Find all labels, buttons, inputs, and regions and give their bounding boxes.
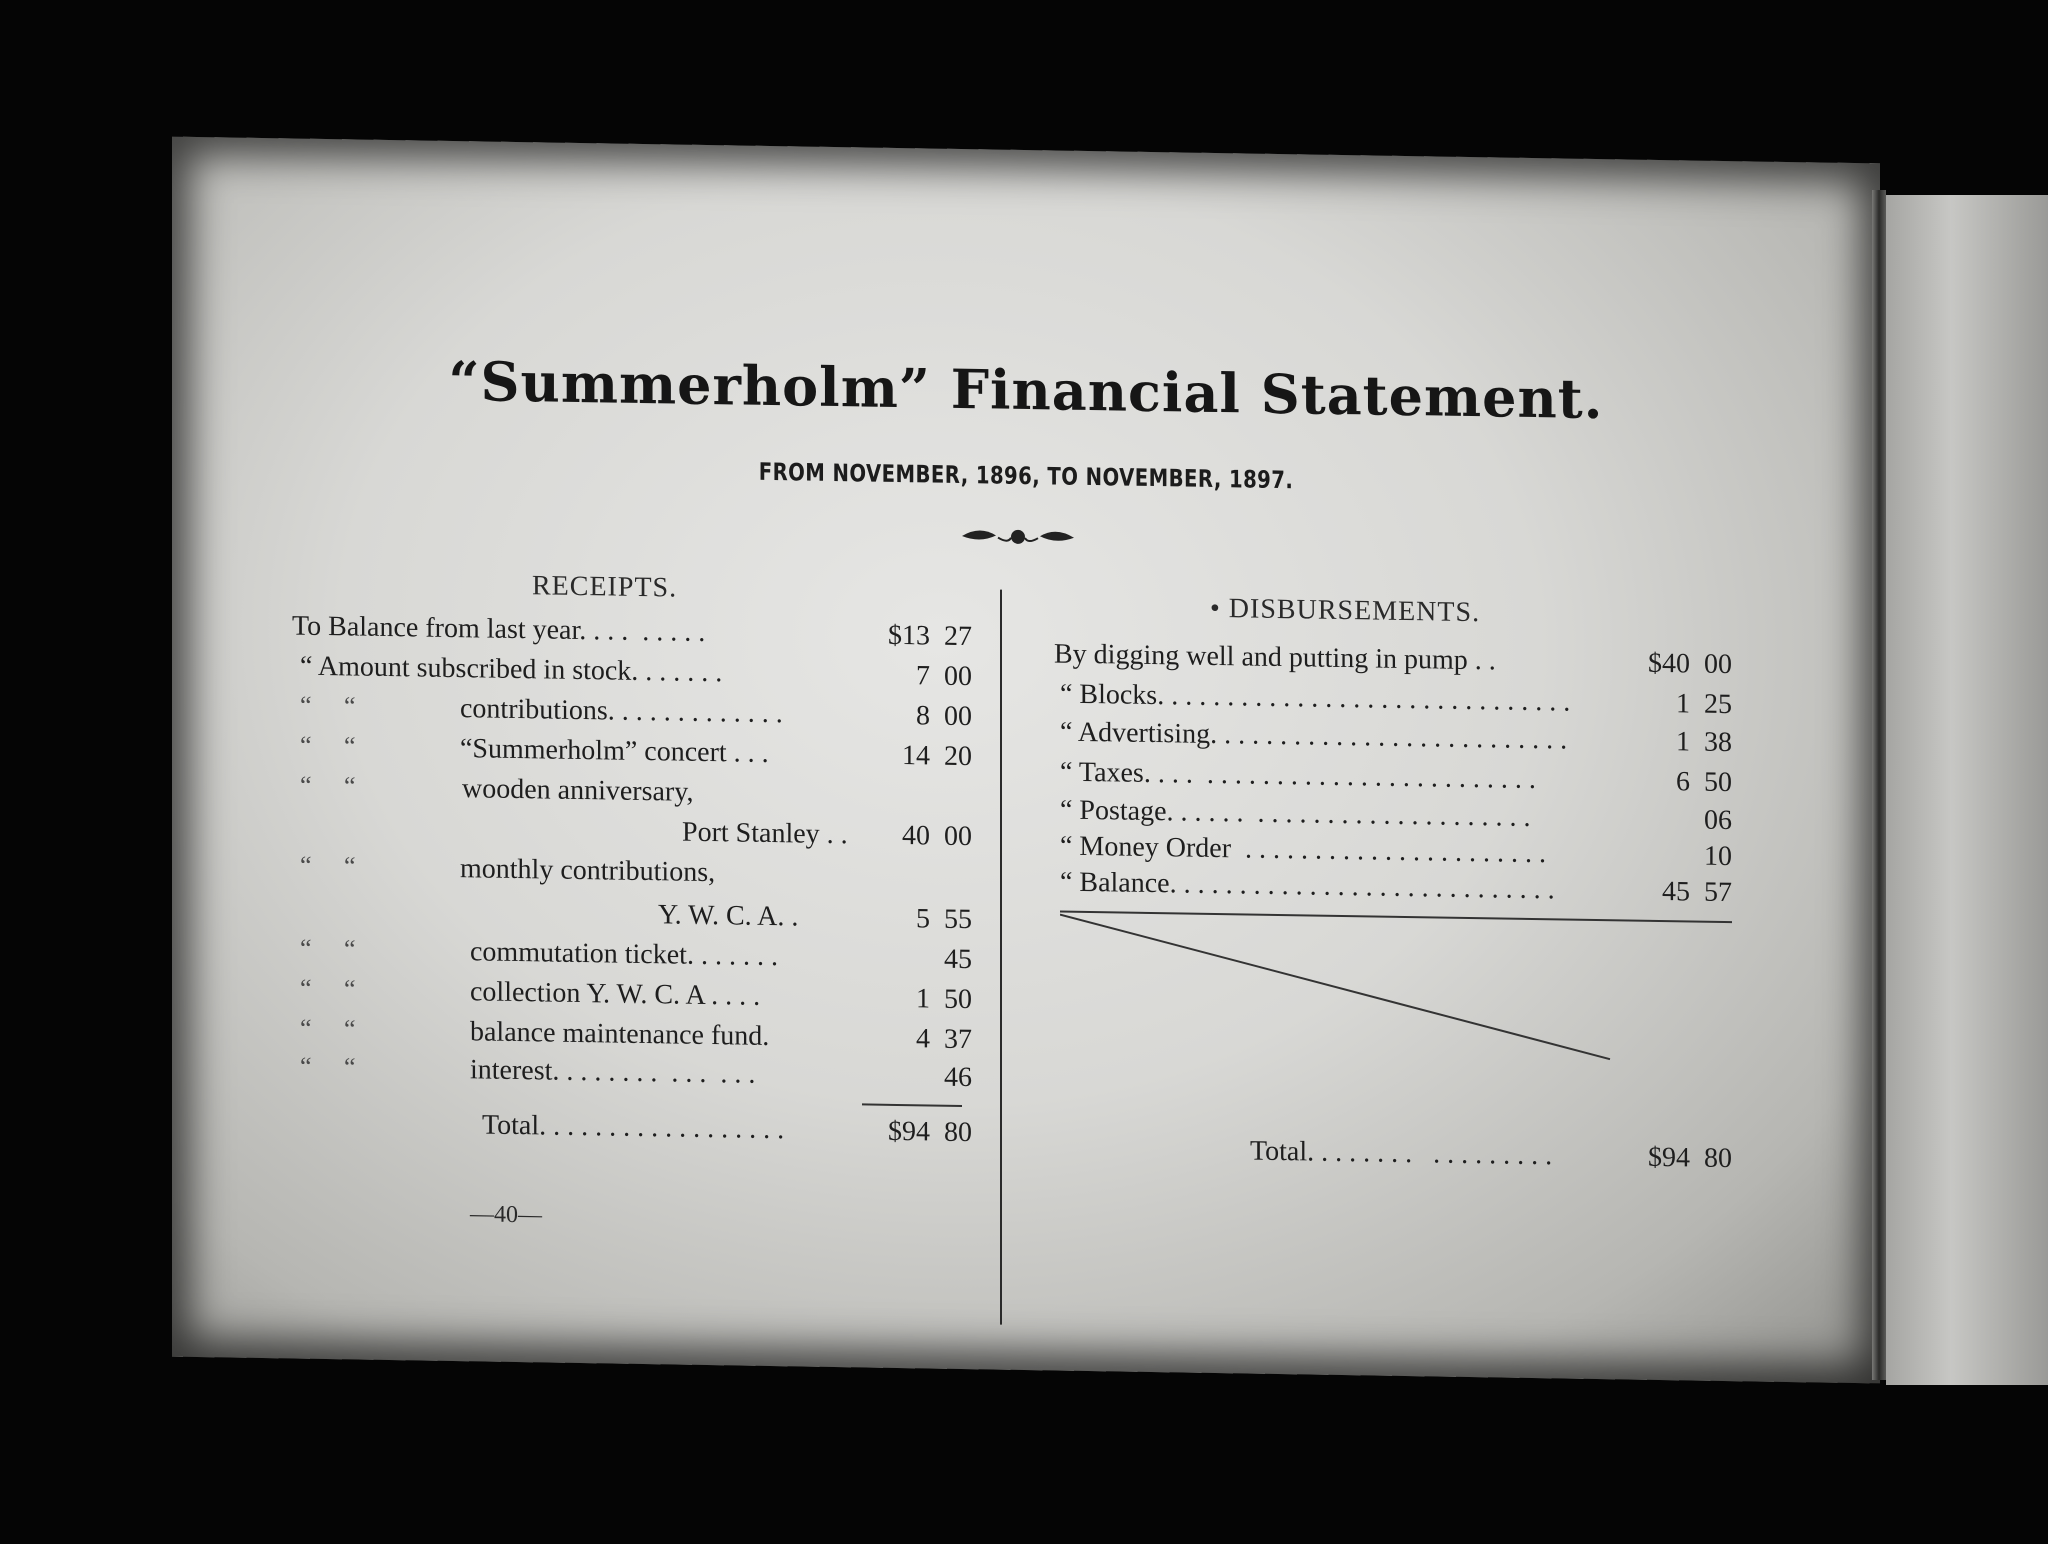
facing-page-edge <box>1886 195 2048 1385</box>
disbursement-row-label: “ Advertising. . . . . . . . . . . . . . . . . . . . . . . . . . <box>1060 716 1568 756</box>
receipt-row-label: collection Y. W. C. A . . . . <box>470 976 761 1012</box>
disbursements-total-label: Total. . . . . . . . . . . . . . . . . <box>1250 1135 1553 1172</box>
receipt-row-amount: 4 37 <box>916 1023 972 1056</box>
receipt-row-label: interest. . . . . . . . . . . . . . <box>470 1054 756 1090</box>
receipt-row-label: wooden anniversary, <box>462 773 694 808</box>
receipt-row-label: To Balance from last year. . . . . . . . . <box>292 610 706 648</box>
disbursement-row-label: “ Postage. . . . . . . . . . . . . . . . . . . . . . . . . . <box>1060 794 1531 833</box>
receipt-row-label: “ Amount subscribed in stock. . . . . . . <box>300 650 723 689</box>
disbursement-row-amount: $40 00 <box>1648 647 1732 681</box>
ditto-marks: “ “ <box>300 690 356 721</box>
ditto-marks: “ “ <box>300 933 356 964</box>
receipt-row-label: Y. W. C. A. . <box>658 899 799 933</box>
receipt-row-amount: 45 <box>944 943 972 976</box>
statement-period: FROM NOVEMBER, 1896, TO NOVEMBER, 1897. <box>758 457 1294 495</box>
disbursement-row-label: “ Balance. . . . . . . . . . . . . . . . . . . . . . . . . . . . <box>1060 866 1555 906</box>
receipt-row-amount: $13 27 <box>888 619 972 653</box>
page-number: —40— <box>470 1201 542 1229</box>
receipts-total-label: Total. . . . . . . . . . . . . . . . . . <box>482 1109 785 1146</box>
total-rule <box>862 1103 962 1106</box>
receipt-row-amount: 40 00 <box>902 820 972 853</box>
disbursements-total-amount: $94 80 <box>1648 1141 1732 1175</box>
disbursement-row-amount: 45 57 <box>1662 875 1732 909</box>
disbursement-row-amount: 6 50 <box>1676 766 1732 799</box>
disbursement-row-label: “ Money Order . . . . . . . . . . . . . . . . . . . . . . <box>1060 830 1547 870</box>
receipt-row-label: Port Stanley . . <box>682 816 848 851</box>
ditto-marks: “ “ <box>300 730 356 761</box>
receipt-row-label: balance maintenance fund. <box>470 1016 770 1052</box>
ornament-icon <box>958 521 1078 553</box>
disbursement-row-amount: 1 38 <box>1676 726 1732 759</box>
receipt-row-label: monthly contributions, <box>460 853 716 889</box>
receipt-row-amount: 46 <box>944 1061 972 1094</box>
ditto-marks: “ “ <box>300 1013 356 1044</box>
disbursement-row-amount: 10 <box>1704 840 1732 873</box>
disbursement-row-label: “ Blocks. . . . . . . . . . . . . . . . . . . . . . . . . . . . . . <box>1060 678 1571 718</box>
statement-title: “Summerholm” Financial Statement. <box>448 348 1604 432</box>
receipt-row-amount: 8 00 <box>916 700 972 733</box>
disbursement-row-label: “ Taxes. . . . . . . . . . . . . . . . . . . . . . . . . . . . <box>1060 756 1536 796</box>
receipt-row-label: commutation ticket. . . . . . . <box>470 936 778 973</box>
receipt-row-amount: 14 20 <box>902 740 972 773</box>
disbursement-row-label: By digging well and putting in pump . . <box>1054 638 1496 677</box>
disbursements-heading: • DISBURSEMENTS. <box>1210 592 1481 629</box>
receipt-row-label: contributions. . . . . . . . . . . . . <box>460 693 783 730</box>
receipt-row-amount: 7 00 <box>916 660 972 693</box>
receipt-row-amount: 1 50 <box>916 983 972 1016</box>
ditto-marks: “ “ <box>300 850 356 881</box>
ditto-marks: “ “ <box>300 1051 356 1082</box>
receipts-heading: RECEIPTS. <box>532 570 678 604</box>
document-page <box>172 137 1880 1384</box>
disbursement-row-amount: 1 25 <box>1676 688 1732 721</box>
ditto-marks: “ “ <box>300 770 356 801</box>
ditto-marks: “ “ <box>300 973 356 1004</box>
receipt-row-amount: 5 55 <box>916 903 972 936</box>
receipts-total-amount: $94 80 <box>888 1115 972 1149</box>
cancel-stroke <box>1060 911 1620 1070</box>
disbursement-row-amount: 06 <box>1704 804 1732 837</box>
book-gutter <box>1872 190 1886 1380</box>
receipt-row-label: “Summerholm” concert . . . <box>460 733 769 769</box>
